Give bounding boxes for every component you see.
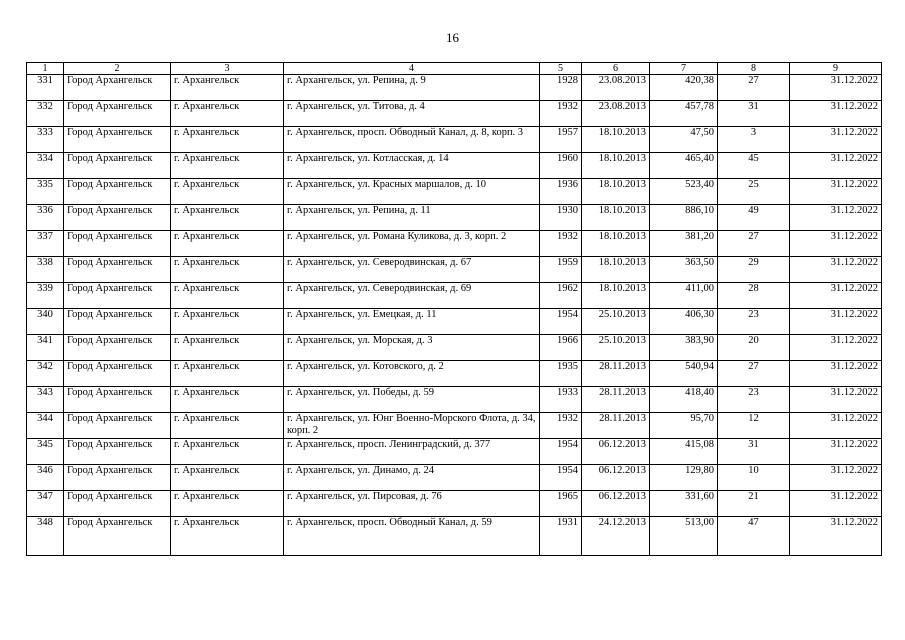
cell-municipality: Город Архангельск	[64, 127, 171, 153]
cell-deadline: 31.12.2022	[790, 517, 882, 556]
cell-number: 347	[27, 491, 64, 517]
cell-year: 1928	[540, 75, 582, 101]
cell-area: 886,10	[650, 205, 718, 231]
cell-deadline: 31.12.2022	[790, 75, 882, 101]
cell-deadline: 31.12.2022	[790, 101, 882, 127]
header-col-2: 2	[64, 63, 171, 75]
cell-municipality: Город Архангельск	[64, 491, 171, 517]
header-col-8: 8	[718, 63, 790, 75]
housing-registry-table	[26, 62, 882, 556]
header-col-1: 1	[27, 63, 64, 75]
header-col-5: 5	[540, 63, 582, 75]
cell-deadline: 31.12.2022	[790, 465, 882, 491]
cell-deadline: 31.12.2022	[790, 361, 882, 387]
cell-address: г. Архангельск, ул. Репина, д. 11	[284, 205, 540, 231]
table-row	[27, 75, 882, 101]
cell-date: 06.12.2013	[582, 465, 650, 491]
cell-year: 1931	[540, 517, 582, 556]
cell-year: 1962	[540, 283, 582, 309]
cell-deadline: 31.12.2022	[790, 179, 882, 205]
cell-year: 1959	[540, 257, 582, 283]
cell-municipality: Город Архангельск	[64, 179, 171, 205]
cell-number: 335	[27, 179, 64, 205]
cell-settlement: г. Архангельск	[171, 257, 284, 283]
cell-deadline: 31.12.2022	[790, 153, 882, 179]
cell-date: 06.12.2013	[582, 439, 650, 465]
cell-residents: 29	[718, 257, 790, 283]
table-row	[27, 517, 882, 556]
cell-area: 457,78	[650, 101, 718, 127]
table-body	[27, 75, 882, 556]
cell-date: 23.08.2013	[582, 75, 650, 101]
header-col-3: 3	[171, 63, 284, 75]
cell-year: 1966	[540, 335, 582, 361]
cell-address: г. Архангельск, ул. Титова, д. 4	[284, 101, 540, 127]
cell-municipality: Город Архангельск	[64, 361, 171, 387]
cell-deadline: 31.12.2022	[790, 257, 882, 283]
header-col-9: 9	[790, 63, 882, 75]
page-number: 16	[446, 30, 459, 45]
cell-number: 345	[27, 439, 64, 465]
cell-area: 381,20	[650, 231, 718, 257]
cell-address: г. Архангельск, ул. Пирсовая, д. 76	[284, 491, 540, 517]
cell-settlement: г. Архангельск	[171, 127, 284, 153]
table-row	[27, 257, 882, 283]
cell-address: г. Архангельск, просп. Обводный Канал, д. 8, корп. 3	[284, 127, 540, 153]
cell-number: 348	[27, 517, 64, 556]
cell-residents: 27	[718, 361, 790, 387]
cell-area: 406,30	[650, 309, 718, 335]
cell-year: 1930	[540, 205, 582, 231]
cell-address: г. Архангельск, ул. Красных маршалов, д. 10	[284, 179, 540, 205]
cell-date: 18.10.2013	[582, 231, 650, 257]
cell-date: 18.10.2013	[582, 257, 650, 283]
cell-settlement: г. Архангельск	[171, 205, 284, 231]
cell-settlement: г. Архангельск	[171, 413, 284, 439]
cell-area: 95,70	[650, 413, 718, 439]
cell-residents: 27	[718, 231, 790, 257]
cell-residents: 21	[718, 491, 790, 517]
cell-area: 418,40	[650, 387, 718, 413]
cell-settlement: г. Архангельск	[171, 439, 284, 465]
cell-address: г. Архангельск, ул. Репина, д. 9	[284, 75, 540, 101]
cell-residents: 3	[718, 127, 790, 153]
cell-municipality: Город Архангельск	[64, 205, 171, 231]
cell-area: 523,40	[650, 179, 718, 205]
cell-date: 28.11.2013	[582, 361, 650, 387]
cell-number: 344	[27, 413, 64, 439]
header-col-7: 7	[650, 63, 718, 75]
cell-address: г. Архангельск, ул. Северодвинская, д. 67	[284, 257, 540, 283]
cell-year: 1935	[540, 361, 582, 387]
table-row	[27, 439, 882, 465]
cell-settlement: г. Архангельск	[171, 335, 284, 361]
cell-year: 1933	[540, 387, 582, 413]
cell-area: 465,40	[650, 153, 718, 179]
cell-number: 341	[27, 335, 64, 361]
cell-date: 28.11.2013	[582, 413, 650, 439]
cell-year: 1965	[540, 491, 582, 517]
cell-municipality: Город Архангельск	[64, 413, 171, 439]
cell-year: 1960	[540, 153, 582, 179]
cell-area: 129,80	[650, 465, 718, 491]
cell-number: 333	[27, 127, 64, 153]
table-row	[27, 387, 882, 413]
cell-residents: 27	[718, 75, 790, 101]
cell-residents: 25	[718, 179, 790, 205]
cell-residents: 31	[718, 101, 790, 127]
table-row	[27, 127, 882, 153]
cell-deadline: 31.12.2022	[790, 491, 882, 517]
cell-date: 18.10.2013	[582, 179, 650, 205]
cell-number: 342	[27, 361, 64, 387]
table-row	[27, 283, 882, 309]
cell-municipality: Город Архангельск	[64, 283, 171, 309]
cell-settlement: г. Архангельск	[171, 179, 284, 205]
table-row	[27, 491, 882, 517]
table-row	[27, 205, 882, 231]
cell-residents: 12	[718, 413, 790, 439]
cell-area: 363,50	[650, 257, 718, 283]
cell-deadline: 31.12.2022	[790, 309, 882, 335]
cell-area: 47,50	[650, 127, 718, 153]
cell-date: 18.10.2013	[582, 283, 650, 309]
cell-date: 24.12.2013	[582, 517, 650, 556]
cell-address: г. Архангельск, ул. Емецкая, д. 11	[284, 309, 540, 335]
cell-address: г. Архангельск, просп. Обводный Канал, д. 59	[284, 517, 540, 556]
cell-year: 1932	[540, 413, 582, 439]
cell-municipality: Город Архангельск	[64, 75, 171, 101]
cell-number: 340	[27, 309, 64, 335]
cell-municipality: Город Архангельск	[64, 335, 171, 361]
cell-address: г. Архангельск, ул. Котовского, д. 2	[284, 361, 540, 387]
cell-year: 1936	[540, 179, 582, 205]
cell-number: 331	[27, 75, 64, 101]
cell-number: 336	[27, 205, 64, 231]
table-row	[27, 101, 882, 127]
cell-settlement: г. Архангельск	[171, 309, 284, 335]
cell-residents: 45	[718, 153, 790, 179]
cell-deadline: 31.12.2022	[790, 413, 882, 439]
cell-number: 343	[27, 387, 64, 413]
cell-settlement: г. Архангельск	[171, 101, 284, 127]
cell-residents: 49	[718, 205, 790, 231]
cell-settlement: г. Архангельск	[171, 75, 284, 101]
cell-deadline: 31.12.2022	[790, 205, 882, 231]
cell-year: 1954	[540, 465, 582, 491]
cell-settlement: г. Архангельск	[171, 387, 284, 413]
cell-area: 540,94	[650, 361, 718, 387]
table-row	[27, 153, 882, 179]
cell-settlement: г. Архангельск	[171, 517, 284, 556]
cell-deadline: 31.12.2022	[790, 439, 882, 465]
cell-deadline: 31.12.2022	[790, 283, 882, 309]
cell-municipality: Город Архангельск	[64, 101, 171, 127]
cell-date: 18.10.2013	[582, 205, 650, 231]
cell-settlement: г. Архангельск	[171, 153, 284, 179]
cell-address: г. Архангельск, ул. Северодвинская, д. 69	[284, 283, 540, 309]
cell-municipality: Город Архангельск	[64, 465, 171, 491]
cell-residents: 20	[718, 335, 790, 361]
cell-residents: 47	[718, 517, 790, 556]
cell-year: 1957	[540, 127, 582, 153]
cell-municipality: Город Архангельск	[64, 387, 171, 413]
cell-date: 18.10.2013	[582, 127, 650, 153]
cell-year: 1932	[540, 231, 582, 257]
cell-year: 1954	[540, 439, 582, 465]
cell-number: 334	[27, 153, 64, 179]
cell-address: г. Архангельск, ул. Котласская, д. 14	[284, 153, 540, 179]
cell-date: 06.12.2013	[582, 491, 650, 517]
cell-deadline: 31.12.2022	[790, 387, 882, 413]
cell-address: г. Архангельск, ул. Романа Куликова, д. 3, корп. 2	[284, 231, 540, 257]
table-row	[27, 465, 882, 491]
cell-address: г. Архангельск, ул. Морская, д. 3	[284, 335, 540, 361]
cell-settlement: г. Архангельск	[171, 491, 284, 517]
cell-area: 411,00	[650, 283, 718, 309]
table-row	[27, 231, 882, 257]
cell-residents: 28	[718, 283, 790, 309]
cell-date: 25.10.2013	[582, 309, 650, 335]
cell-number: 346	[27, 465, 64, 491]
cell-number: 332	[27, 101, 64, 127]
cell-address: г. Архангельск, ул. Юнг Военно-Морского Флота, д. 34, корп. 2	[284, 413, 540, 439]
cell-year: 1932	[540, 101, 582, 127]
cell-date: 25.10.2013	[582, 335, 650, 361]
cell-area: 383,90	[650, 335, 718, 361]
cell-municipality: Город Архангельск	[64, 309, 171, 335]
cell-municipality: Город Архангельск	[64, 153, 171, 179]
cell-settlement: г. Архангельск	[171, 283, 284, 309]
header-col-4: 4	[284, 63, 540, 75]
cell-settlement: г. Архангельск	[171, 231, 284, 257]
cell-number: 339	[27, 283, 64, 309]
cell-residents: 10	[718, 465, 790, 491]
cell-municipality: Город Архангельск	[64, 231, 171, 257]
cell-deadline: 31.12.2022	[790, 127, 882, 153]
cell-residents: 31	[718, 439, 790, 465]
cell-address: г. Архангельск, просп. Ленинградский, д. 377	[284, 439, 540, 465]
table-row	[27, 361, 882, 387]
cell-settlement: г. Архангельск	[171, 361, 284, 387]
cell-area: 331,60	[650, 491, 718, 517]
cell-address: г. Архангельск, ул. Динамо, д. 24	[284, 465, 540, 491]
header-col-6: 6	[582, 63, 650, 75]
table-row	[27, 179, 882, 205]
table-row	[27, 309, 882, 335]
cell-deadline: 31.12.2022	[790, 335, 882, 361]
cell-area: 513,00	[650, 517, 718, 556]
cell-date: 23.08.2013	[582, 101, 650, 127]
cell-year: 1954	[540, 309, 582, 335]
cell-deadline: 31.12.2022	[790, 231, 882, 257]
cell-area: 420,38	[650, 75, 718, 101]
cell-settlement: г. Архангельск	[171, 465, 284, 491]
cell-municipality: Город Архангельск	[64, 257, 171, 283]
cell-number: 337	[27, 231, 64, 257]
cell-address: г. Архангельск, ул. Победы, д. 59	[284, 387, 540, 413]
cell-municipality: Город Архангельск	[64, 517, 171, 556]
table-header	[27, 63, 882, 75]
cell-area: 415,08	[650, 439, 718, 465]
cell-date: 28.11.2013	[582, 387, 650, 413]
cell-number: 338	[27, 257, 64, 283]
cell-municipality: Город Архангельск	[64, 439, 171, 465]
table-row	[27, 413, 882, 439]
cell-residents: 23	[718, 309, 790, 335]
cell-date: 18.10.2013	[582, 153, 650, 179]
table-row	[27, 335, 882, 361]
header-row	[27, 63, 882, 75]
cell-residents: 23	[718, 387, 790, 413]
